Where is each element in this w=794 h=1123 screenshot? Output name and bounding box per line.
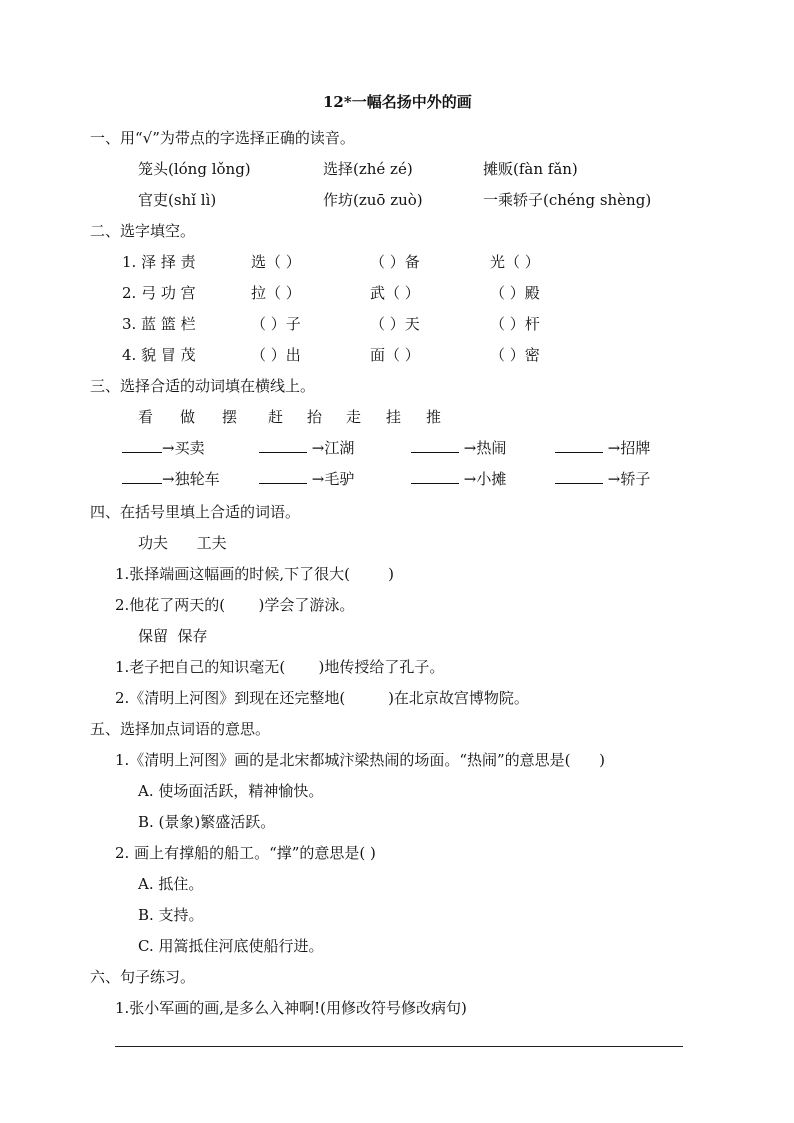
question: 1.《清明上河图》画的是北宋都城汴梁热闹的场面。“热闹”的意思是( ) [115, 751, 605, 769]
char-group: 1. 泽 择 责 [122, 253, 196, 271]
pinyin-item: 笼头(lóng lǒng) [138, 160, 251, 178]
fill-item: 选（ ） [251, 253, 301, 271]
option[interactable]: A. 使场面活跃，精神愉快。 [138, 782, 324, 800]
question: 1.老子把自己的知识毫无( )地传授给了孔子。 [115, 658, 445, 676]
verb-word: 推 [426, 408, 442, 426]
verb-blank-item: →买卖 [122, 438, 205, 458]
pinyin-item: 选择(zhé zé) [323, 160, 413, 178]
question: 2.他花了两天的( )学会了游泳。 [115, 596, 355, 614]
answer-line[interactable] [115, 1046, 683, 1047]
fill-item: （ ）备 [370, 253, 420, 271]
pinyin-item: 摊贩(fàn fǎn) [483, 160, 578, 178]
question: 2. 画上有撑船的船工。“撑”的意思是( ) [115, 844, 376, 862]
char-group: 2. 弓 功 宫 [122, 284, 196, 302]
answer-blank[interactable] [122, 469, 162, 484]
fill-item: 光（ ） [490, 253, 540, 271]
word-choice-group: 保留 保存 [138, 627, 208, 645]
answer-blank[interactable] [411, 469, 459, 484]
option[interactable]: B. (景象)繁盛活跃。 [138, 813, 276, 831]
worksheet-title: 12*一幅名扬中外的画 [323, 93, 472, 111]
question: 1.张小军画的画,是多么入神啊!(用修改符号修改病句) [115, 999, 467, 1017]
char-group: 3. 蓝 篮 栏 [122, 315, 196, 333]
fill-item: （ ）天 [370, 315, 420, 333]
fill-item: （ ）殿 [490, 284, 540, 302]
fill-item: （ ）出 [251, 346, 301, 364]
verb-word: 走 [346, 408, 362, 426]
option[interactable]: C. 用篙抵住河底使船行进。 [138, 937, 324, 955]
verb-word: 挂 [386, 408, 402, 426]
fill-item: （ ）密 [490, 346, 540, 364]
section3-heading: 三、选择合适的动词填在横线上。 [90, 377, 316, 395]
answer-blank[interactable] [411, 438, 459, 453]
fill-item: 拉（ ） [251, 284, 301, 302]
verb-blank-item: →江湖 [259, 438, 354, 458]
fill-item: 武（ ） [370, 284, 420, 302]
verb-word: 抬 [307, 408, 323, 426]
section4-heading: 四、在括号里填上合适的词语。 [90, 503, 301, 521]
word-choice-group: 功夫 工夫 [138, 534, 227, 552]
answer-blank[interactable] [555, 438, 603, 453]
answer-blank[interactable] [259, 469, 307, 484]
answer-blank[interactable] [122, 438, 162, 453]
verb-blank-item: →独轮车 [122, 469, 220, 489]
answer-blank[interactable] [259, 438, 307, 453]
option[interactable]: A. 抵住。 [138, 875, 204, 893]
section6-heading: 六、句子练习。 [90, 968, 196, 986]
verb-blank-item: →轿子 [555, 469, 650, 489]
verb-word: 赶 [268, 408, 284, 426]
verb-word: 看 [138, 408, 154, 426]
char-group: 4. 貌 冒 茂 [122, 346, 196, 364]
fill-item: （ ）子 [251, 315, 301, 333]
verb-blank-item: →毛驴 [259, 469, 354, 489]
option[interactable]: B. 支持。 [138, 906, 204, 924]
verb-blank-item: →热闹 [411, 438, 506, 458]
pinyin-item: 官吏(shǐ lì) [138, 191, 217, 209]
fill-item: 面（ ） [370, 346, 420, 364]
section5-heading: 五、选择加点词语的意思。 [90, 720, 271, 738]
answer-blank[interactable] [555, 469, 603, 484]
verb-blank-item: →小摊 [411, 469, 506, 489]
question: 1.张择端画这幅画的时候,下了很大( ) [115, 565, 394, 583]
fill-item: （ ）杆 [490, 315, 540, 333]
section1-heading: 一、用“√”为带点的字选择正确的读音。 [90, 129, 355, 147]
verb-blank-item: →招牌 [555, 438, 650, 458]
question: 2.《清明上河图》到现在还完整地( )在北京故宫博物院。 [115, 689, 529, 707]
verb-word: 做 [180, 408, 196, 426]
pinyin-item: 一乘轿子(chéng shèng) [483, 191, 652, 209]
section2-heading: 二、选字填空。 [90, 222, 196, 240]
pinyin-item: 作坊(zuō zuò) [323, 191, 423, 209]
verb-word: 摆 [222, 408, 238, 426]
